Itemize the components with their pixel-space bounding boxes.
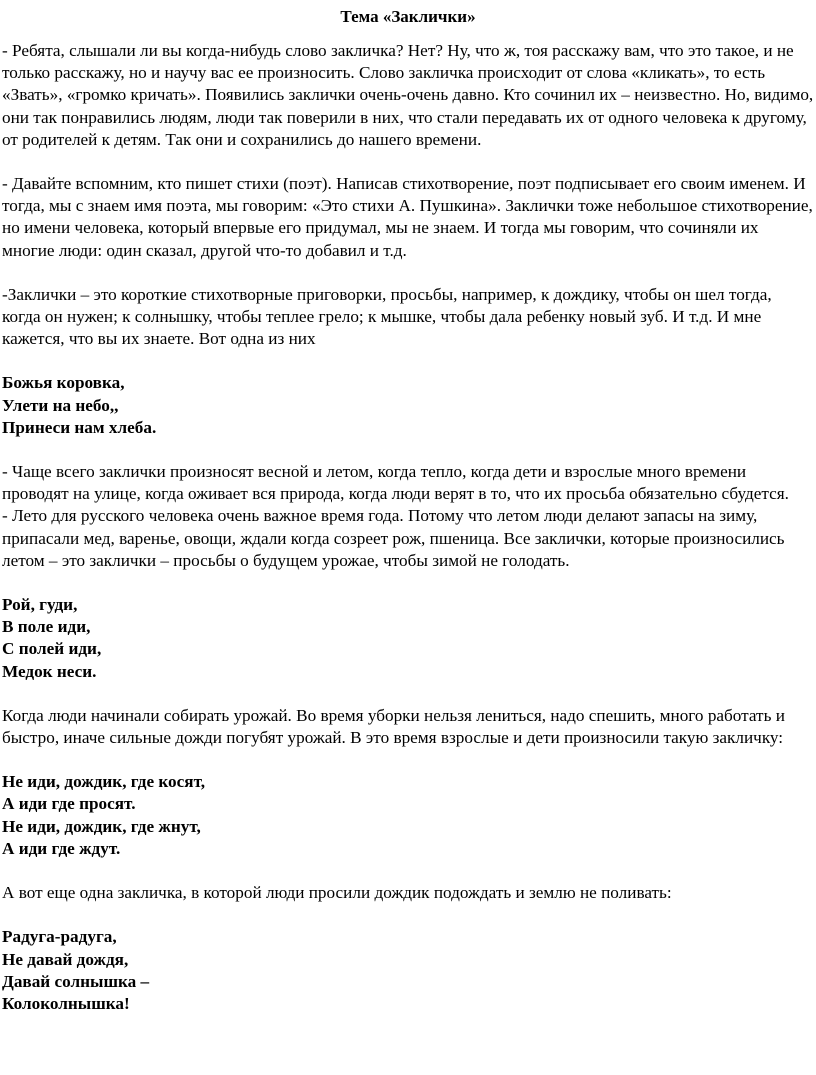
document-title: Тема «Заклички» bbox=[340, 7, 476, 26]
verse-line: С полей иди, bbox=[2, 639, 102, 659]
verse-line: Медок неси. bbox=[2, 661, 97, 681]
verse-rain bbox=[2, 771, 814, 860]
verse-ladybug bbox=[2, 372, 814, 439]
paragraph-spring-summer: - Чаще всего заклички произносят весной и летом, когда тепло, когда дети и взрослые много времени проводят на улице, когда оживает вся природа, когда люди верят в то, что их просьба обязательно сбудется. bbox=[2, 462, 789, 504]
paragraph-intro: - Ребята, слышали ли вы когда-нибудь слово закличка? Нет? Ну, что ж, тоя расскажу вам, что это такое, и не только расскажу, но и научу вас ее произносить. Слово закличка происходит от слова «кликать», то есть «Звать», «громко кричать». Появились заклички очень-очень давно. Кто сочинил их – неизвестно. Но, видимо, они так понравились людям, люди так поверили в них, что стали передавать их от одного человека к другому, от родителей к детям. Так они и сохранились до нашего времени. bbox=[2, 41, 814, 149]
paragraph-poet: - Давайте вспомним, кто пишет стихи (поэт). Написав стихотворение, поэт подписывает его своим именем. И тогда, мы с знаем имя поэта, мы говорим: «Это стихи А. Пушкина». Заклички тоже небольшое стихотворение, но имени человека, который впервые его придумал, мы не знаем. И тогда мы говорим, что сочиняли их многие люди: один сказал, другой что-то добавил и т.д. bbox=[2, 174, 813, 260]
verse-line: А иди где ждут. bbox=[2, 838, 121, 858]
verse-line: Колоколнышка! bbox=[2, 993, 130, 1013]
paragraph-another-closing: А вот еще одна закличка, в которой люди просили дождик подождать и землю не поливать: bbox=[2, 883, 672, 903]
verse-line: Радуга-радуга, bbox=[2, 927, 117, 947]
verse-line: Рой, гуди, bbox=[2, 595, 78, 615]
verse-line: Не давай дождя, bbox=[2, 949, 129, 969]
verse-rainbow bbox=[2, 926, 814, 1015]
paragraph-summer-harvest: - Лето для русского человека очень важное время года. Потому что летом люди делают запасы на зиму, припасали мед, варенье, овощи, ждали когда созреет рож, пшеница. Все заклички, которые произносились летом – это заклички – просьбы о будущем урожае, чтобы зимой не голодать. bbox=[2, 506, 785, 570]
verse-line: Божья коровка, bbox=[2, 373, 125, 393]
verse-line: Улети на небо,, bbox=[2, 395, 119, 415]
verse-swarm bbox=[2, 594, 814, 683]
verse-line: Не иди, дождик, где косят, bbox=[2, 772, 206, 792]
verse-line: Не иди, дождик, где жнут, bbox=[2, 816, 201, 836]
verse-line: А иди где просят. bbox=[2, 794, 136, 814]
paragraph-harvest: Когда люди начинали собирать урожай. Во время уборки нельзя лениться, надо спешить, много работать и быстро, иначе сильные дожди погубят урожай. В это время взрослые и дети произносили такую закличку: bbox=[2, 705, 785, 748]
verse-line: Давай солнышка – bbox=[2, 971, 150, 991]
verse-line: Принеси нам хлеба. bbox=[2, 417, 157, 437]
verse-line: В поле иди, bbox=[2, 617, 91, 637]
paragraph-definition: -Заклички – это короткие стихотворные приговорки, просьбы, например, к дождику, чтобы он шел тогда, когда он нужен; к солнышку, чтобы теплее грело; к мышке, чтобы дала ребенку новый зуб. И т.д. И мне кажется, что вы их знаете. Вот одна из них bbox=[2, 284, 772, 349]
